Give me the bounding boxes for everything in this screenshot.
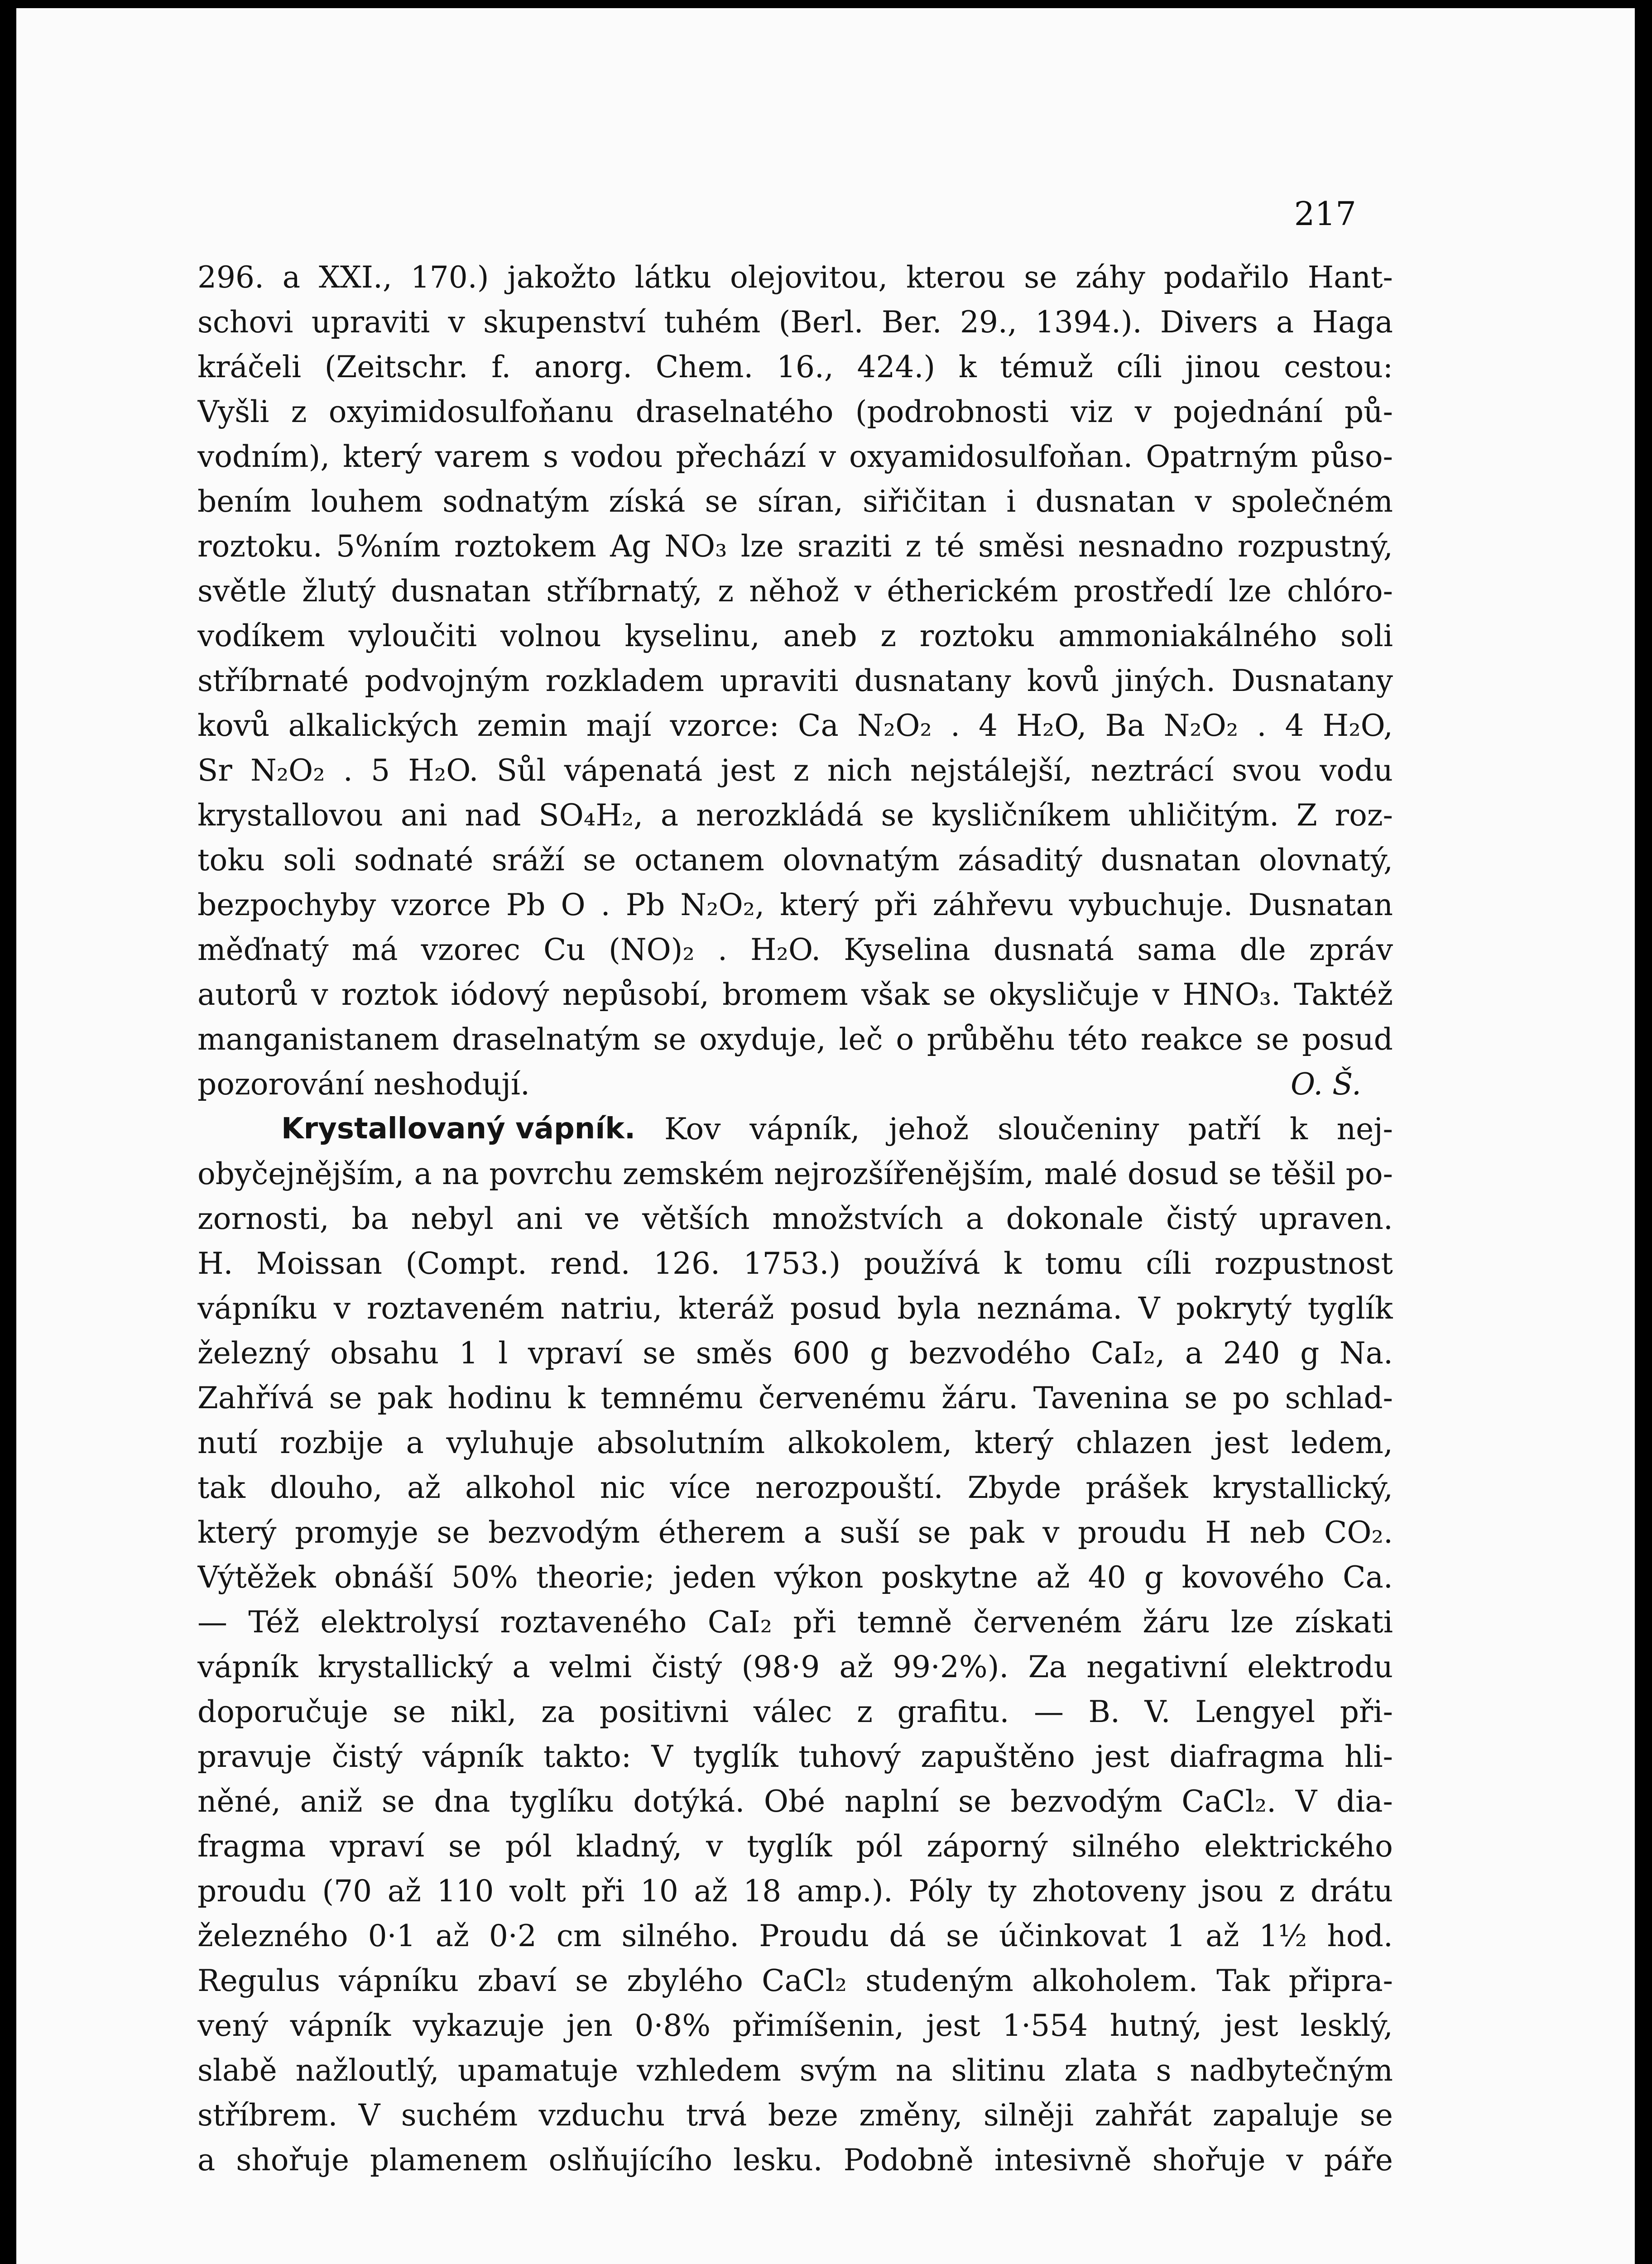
text-line: proudu (70 až 110 volt při 10 až 18 amp.). Póly ty zhotoveny jsou z drátu [197, 1874, 1393, 1909]
text-line: autorů v roztok iódový nepůsobí, bromem však se okysličuje v HNO₃. Taktéž [197, 977, 1393, 1012]
text-line: vápník krystallický a velmi čistý (98·9 až 99·2%). Za negativní elektrodu [197, 1650, 1393, 1684]
text-line: Krystallovaný vápník. Kov vápník, jehož sloučeniny patří k nej- [197, 1107, 1393, 1151]
text-line: něné, aniž se dna tyglíku dotýká. Obé naplní se bezvodým CaCl₂. V dia- [197, 1784, 1393, 1819]
text-line: Sr N₂O₂ . 5 H₂O. Sůl vápenatá jest z nich nejstálejší, neztrácí svou vodu [197, 753, 1393, 788]
text-line: vápníku v roztaveném natriu, kteráž posud byla neznáma. V pokrytý tyglík [197, 1291, 1393, 1326]
text-line: manganistanem draselnatým se oxyduje, leč o průběhu této reakce se posud [197, 1022, 1393, 1057]
text-line: — Též elektrolysí roztaveného CaI₂ při temně červeném žáru lze získati [197, 1605, 1393, 1640]
text-line: pravuje čistý vápník takto: V tyglík tuhový zapuštěno jest diafragma hli- [197, 1739, 1393, 1774]
text-line: roztoku. 5%ním roztokem Ag NO₃ lze sraziti z té směsi nesnadno rozpustný, [197, 529, 1393, 564]
text-line: krystallovou ani nad SO₄H₂, a nerozkládá se kysličníkem uhličitým. Z roz- [197, 798, 1393, 833]
text-line: nutí rozbije a vyluhuje absolutním alkokolem, který chlazen jest ledem, [197, 1425, 1393, 1460]
text-line: fragma vpraví se pól kladný, v tyglík pól záporný silného elektrického [197, 1829, 1393, 1864]
book-page [16, 8, 1635, 2264]
author-signature: O. Š. [1290, 1067, 1361, 1102]
text-line: Vyšli z oxyimidosulfoňanu draselnatého (podrobnosti viz v pojednání pů- [197, 394, 1393, 429]
section-heading: Krystallovaný vápník. [281, 1112, 636, 1146]
text-line: bením louhem sodnatým získá se síran, siřičitan i dusnatan v společném [197, 484, 1393, 519]
text-line: světle žlutý dusnatan stříbrnatý, z něhož v étherickém prostředí lze chlóro- [197, 574, 1393, 609]
text-line: slabě nažloutlý, upamatuje vzhledem svým na slitinu zlata s nadbytečným [197, 2053, 1393, 2088]
text-line: kráčeli (Zeitschr. f. anorg. Chem. 16., 424.) k témuž cíli jinou cestou: [197, 350, 1393, 384]
text-line: kovů alkalických zemin mají vzorce: Ca N₂O₂ . 4 H₂O, Ba N₂O₂ . 4 H₂O, [197, 708, 1393, 743]
text-line: železného 0·1 až 0·2 cm silného. Proudu dá se účinkovat 1 až 1½ hod. [197, 1919, 1393, 1953]
text-line: který promyje se bezvodým étherem a suší se pak v proudu H neb CO₂. [197, 1515, 1393, 1550]
text-line: zornosti, ba nebyl ani ve větších množstvích a dokonale čistý upraven. [197, 1201, 1393, 1236]
text-line: H. Moissan (Compt. rend. 126. 1753.) používá k tomu cíli rozpustnost [197, 1246, 1393, 1281]
page-number: 217 [1294, 195, 1356, 233]
text-line: bezpochyby vzorce Pb O . Pb N₂O₂, který při záhřevu vybuchuje. Dusnatan [197, 887, 1393, 922]
text-line: toku soli sodnaté sráží se octanem olovnatým zásaditý dusnatan olovnatý, [197, 843, 1393, 878]
text-line: vodním), který varem s vodou přechází v oxyamidosulfoňan. Opatrným půso- [197, 439, 1393, 474]
text-line: doporučuje se nikl, za positivni válec z grafitu. — B. V. Lengyel při- [197, 1694, 1393, 1729]
text-line: vodíkem vyloučiti volnou kyselinu, aneb z roztoku ammoniakálného soli [197, 619, 1393, 653]
text-line: měďnatý má vzorec Cu (NO)₂ . H₂O. Kyselina dusnatá sama dle zpráv [197, 932, 1393, 967]
text-line: 296. a XXI., 170.) jakožto látku olejovitou, kterou se záhy podařilo Hant- [197, 260, 1393, 295]
text-line: Regulus vápníku zbaví se zbylého CaCl₂ studeným alkoholem. Tak připra- [197, 1963, 1393, 1998]
text-line: a shořuje plamenem oslňujícího lesku. Podobně intesivně shořuje v páře [197, 2143, 1393, 2178]
text-line: stříbrem. V suchém vzduchu trvá beze změny, silněji zahřát zapaluje se [197, 2098, 1393, 2133]
text-line: Zahřívá se pak hodinu k temnému červenému žáru. Tavenina se po schlad- [197, 1381, 1393, 1415]
text-line: Výtěžek obnáší 50% theorie; jeden výkon poskytne až 40 g kovového Ca. [197, 1560, 1393, 1595]
body-text [197, 255, 1393, 2182]
text-line: stříbrnaté podvojným rozkladem upraviti dusnatany kovů jiných. Dusnatany [197, 663, 1393, 698]
text-line: schovi upraviti v skupenství tuhém (Berl. Ber. 29., 1394.). Divers a Haga [197, 305, 1393, 340]
text-line: vený vápník vykazuje jen 0·8% přimíšenin, jest 1·554 hutný, jest lesklý, [197, 2008, 1393, 2043]
last-line-text: pozorování neshodují. [197, 1067, 530, 1102]
text-line: obyčejnějším, a na povrchu zemském nejrozšířenějším, malé dosud se těšil po- [197, 1156, 1393, 1191]
text-line: železný obsahu 1 l vpraví se směs 600 g bezvodého CaI₂, a 240 g Na. [197, 1336, 1393, 1371]
text-line: tak dlouho, až alkohol nic více nerozpouští. Zbyde prášek krystallický, [197, 1470, 1393, 1505]
text-line [197, 1062, 1393, 1107]
